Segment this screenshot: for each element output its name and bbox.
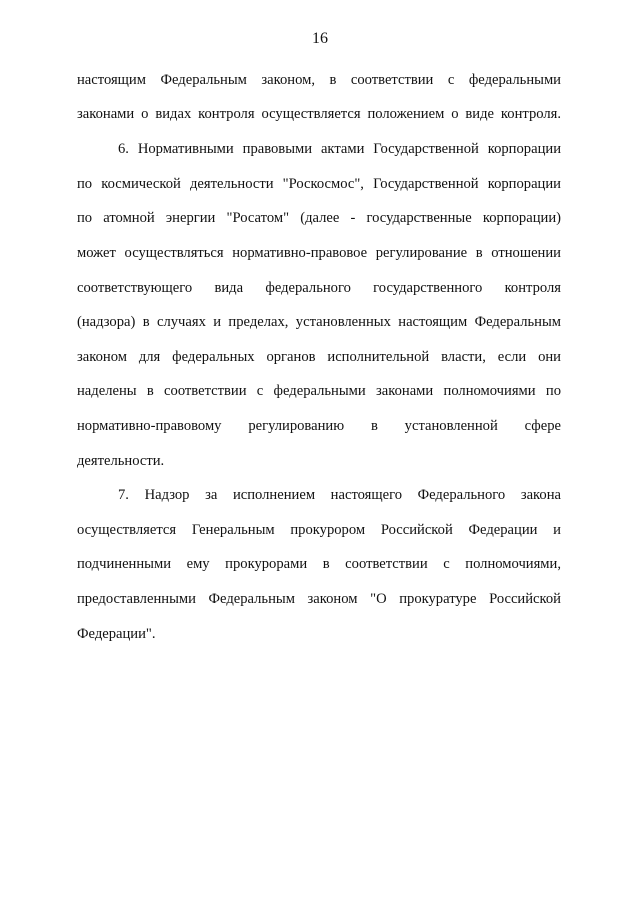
paragraph-6-line-8: наделены в соответствии с федеральными законами полномочиями по: [77, 383, 561, 399]
paragraph-6-line-2: по космической деятельности "Роскосмос", Государственной корпорации: [77, 176, 561, 192]
paragraph-6-line-6: (надзора) в случаях и пределах, установленных настоящим Федеральным: [77, 314, 561, 330]
paragraph-7-line-4: предоставленными Федеральным законом "О прокуратуре Российской: [77, 591, 561, 607]
paragraph-7-line-3: подчиненными ему прокурорами в соответствии с полномочиями,: [77, 556, 561, 572]
paragraph-7-line-1: 7. Надзор за исполнением настоящего Федерального закона: [118, 487, 561, 503]
paragraph-6-line-10: деятельности.: [77, 453, 165, 469]
paragraph-6-line-5: соответствующего вида федерального государственного контроля: [77, 280, 561, 296]
paragraph-7-line-5: Федерации".: [77, 626, 156, 642]
page-number: 16: [312, 30, 328, 47]
paragraph-6-line-1: 6. Нормативными правовыми актами Государственной корпорации: [118, 141, 561, 157]
paragraph-6-line-4: может осуществляться нормативно-правовое регулирование в отношении: [77, 245, 561, 261]
text-line-2: законами о видах контроля осуществляется положением о виде контроля.: [77, 106, 561, 122]
paragraph-7-line-2: осуществляется Генеральным прокурором Российской Федерации и: [77, 522, 561, 538]
paragraph-6-line-9: нормативно-правовому регулированию в установленной сфере: [77, 418, 561, 434]
text-line-1: настоящим Федеральным законом, в соответствии с федеральными: [77, 72, 561, 88]
paragraph-6-line-3: по атомной энергии "Росатом" (далее - государственные корпорации): [77, 210, 561, 226]
paragraph-6-line-7: законом для федеральных органов исполнительной власти, если они: [77, 349, 561, 365]
